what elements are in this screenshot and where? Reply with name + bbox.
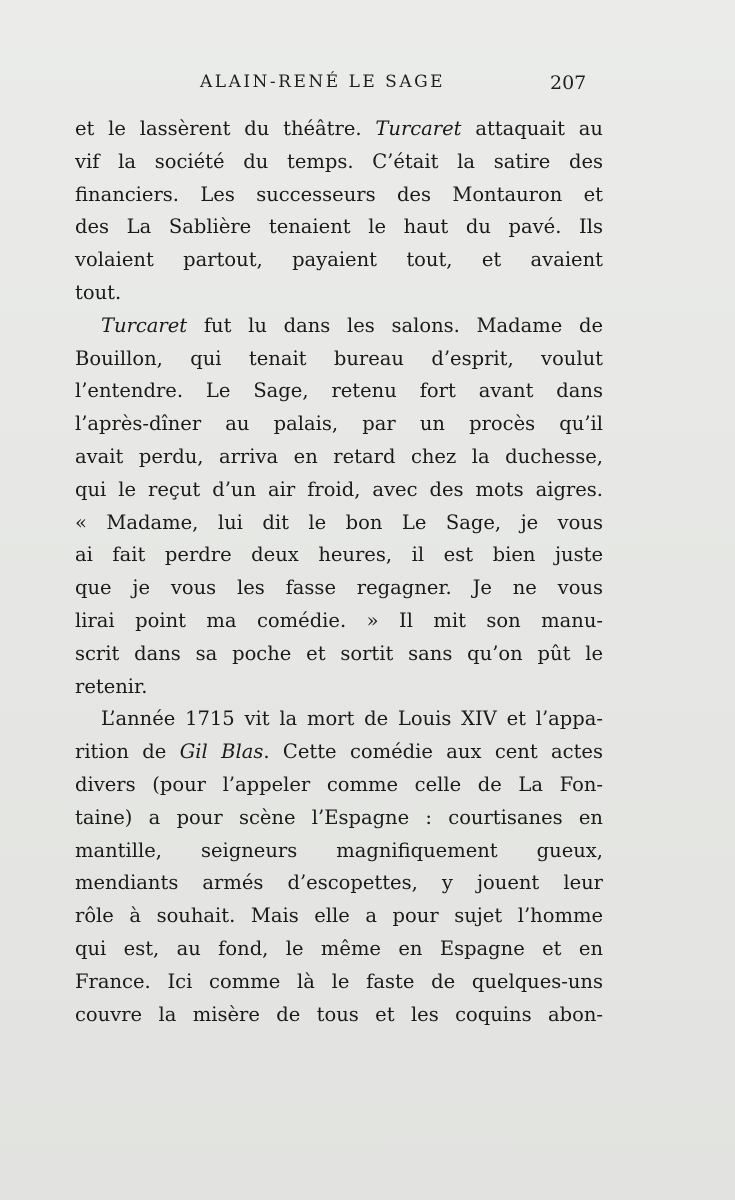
text-line: Turcaret fut lu dans les salons. Madame de (101, 313, 603, 337)
text-line: tout. (75, 280, 122, 304)
text-line: L’année 1715 vit la mort de Louis XIV et l’appa- (101, 707, 603, 731)
text-line: l’après-dîner au palais, par un procès qu’il (75, 412, 603, 436)
text-line: avait perdu, arriva en retard chez la duchesse, (75, 444, 603, 468)
running-title: ALAIN-RENÉ LE SAGE (200, 72, 446, 92)
text-line: ai fait perdre deux heures, il est bien juste (75, 543, 603, 567)
text-line: des La Sablière tenaient le haut du pavé. Ils (75, 215, 603, 239)
text-line: mantille, seigneurs magnifiquement gueux, (75, 838, 603, 862)
text-line: que je vous les fasse regagner. Je ne vous (75, 576, 603, 600)
text-line: et le lassèrent du théâtre. Turcaret attaquait au (75, 117, 603, 140)
text-line: divers (pour l’appeler comme celle de La Fon- (75, 772, 603, 796)
text-line: taine) a pour scène l’Espagne : courtisanes en (75, 805, 603, 829)
text-line: « Madame, lui dit le bon Le Sage, je vous (75, 510, 603, 534)
text-line: couvre la misère de tous et les coquins abon- (75, 1002, 603, 1026)
paragraph-1 (75, 113, 603, 310)
text-line: qui le reçut d’un air froid, avec des mots aigres. (75, 477, 603, 501)
text-line: Bouillon, qui tenait bureau d’esprit, voulut (75, 346, 603, 370)
text-line: France. Ici comme là le faste de quelques-uns (75, 969, 603, 993)
paragraph-2 (75, 310, 603, 704)
text-line: lirai point ma comédie. » Il mit son manu- (75, 608, 603, 632)
page-number: 207 (550, 72, 587, 94)
text-line: l’entendre. Le Sage, retenu fort avant dans (75, 379, 603, 403)
text-line: mendiants armés d’escopettes, y jouent leur (75, 871, 603, 895)
text-line: financiers. Les successeurs des Montauron et (75, 182, 603, 206)
text-line: volaient partout, payaient tout, et avaient (75, 248, 603, 272)
text-line: rition de Gil Blas. Cette comédie aux cent actes (75, 740, 603, 764)
paragraph-3 (75, 703, 603, 1031)
body-text (75, 113, 603, 1031)
text-line: retenir. (75, 674, 148, 698)
text-line: scrit dans sa poche et sortit sans qu’on pût le (75, 641, 603, 665)
text-line: qui est, au fond, le même en Espagne et en (75, 936, 603, 960)
text-line: rôle à souhait. Mais elle a pour sujet l’homme (75, 904, 603, 928)
text-line: vif la société du temps. C’était la satire des (75, 149, 603, 173)
